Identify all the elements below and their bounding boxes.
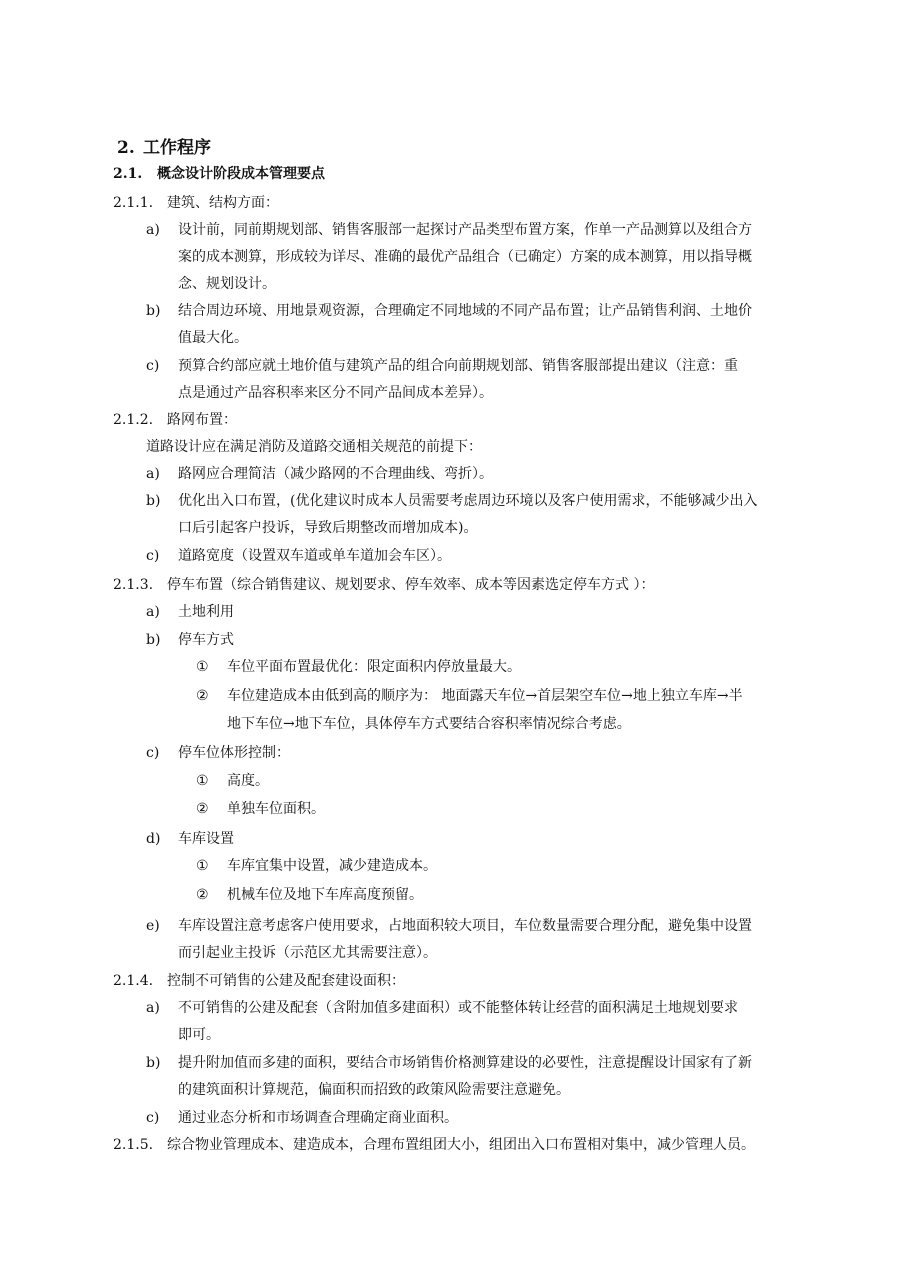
heading-number: 2.1.3.: [113, 577, 154, 593]
paragraph-line: 车库设置注意考虑客户使用要求，占地面积较大项目，车位数量需要合理分配，避免集中设置: [178, 918, 752, 934]
list-marker: c): [146, 548, 160, 564]
heading-2-1-3: [113, 576, 654, 594]
sub-list-marker: ②: [196, 688, 209, 704]
paragraph-line: 停车方式: [178, 632, 234, 648]
heading-number: 2.1.2.: [113, 412, 154, 428]
paragraph-line: 预算合约部应就土地价值与建筑产品的组合向前期规划部、销售客服部提出建议（注意：重: [178, 358, 738, 374]
paragraph-line: 通过业态分析和市场调查合理确定商业面积。: [178, 1110, 458, 1126]
subsection-number: 2.1.: [113, 166, 143, 182]
paragraph-line: 车库宜集中设置，减少建造成本。: [227, 858, 437, 874]
heading-title: 综合物业管理成本、建造成本，合理布置组团大小，组团出入口布置相对集中，减少管理人员。: [167, 1137, 755, 1153]
section-number: 2.: [117, 138, 135, 158]
list-marker: b): [146, 493, 161, 509]
paragraph-line: 设计前，同前期规划部、销售客服部一起探讨产品类型布置方案，作单一产品测算以及组合方: [178, 222, 752, 238]
section-heading: [117, 133, 211, 158]
paragraph-line: 道路设计应在满足消防及道路交通相关规范的前提下：: [146, 439, 482, 455]
paragraph-line: 车位平面布置最优化：限定面积内停放量最大。: [227, 659, 521, 675]
heading-2-1-5: [113, 1136, 755, 1154]
list-marker: a): [146, 466, 160, 482]
sub-list-marker: ①: [196, 773, 209, 789]
heading-2-1-4: [113, 972, 405, 990]
heading-number: 2.1.1.: [113, 195, 154, 211]
heading-title: 建筑、结构方面：: [167, 195, 279, 211]
heading-number: 2.1.4.: [113, 973, 154, 989]
heading-2-1-1: [113, 194, 279, 212]
paragraph-line: 不可销售的公建及配套（含附加值多建面积）或不能整体转让经营的面积满足土地规划要求: [178, 1000, 738, 1016]
heading-number: 2.1.5.: [113, 1137, 154, 1153]
heading-2-1-2: [113, 411, 237, 429]
section-title: 工作程序: [143, 138, 211, 158]
heading-title: 停车布置（综合销售建议、规划要求、停车效率、成本等因素选定停车方式 ）：: [167, 577, 655, 593]
list-marker: c): [146, 745, 160, 761]
sub-list-marker: ②: [196, 887, 209, 903]
paragraph-line: 车库设置: [178, 831, 234, 847]
subsection-heading: [113, 163, 325, 183]
paragraph-line: 停车位体形控制：: [178, 745, 290, 761]
sub-list-marker: ①: [196, 858, 209, 874]
paragraph-line: 提升附加值而多建的面积，要结合市场销售价格测算建设的必要性，注意提醒设计国家有了新: [178, 1055, 752, 1071]
list-marker: a): [146, 604, 160, 620]
list-marker: d): [146, 831, 161, 847]
list-marker: a): [146, 222, 160, 238]
paragraph-line: 机械车位及地下车库高度预留。: [227, 887, 423, 903]
paragraph-line: 优化出入口布置，(优化建议时成本人员需要考虑周边环境以及客户使用需求，不能够减少出入: [178, 493, 758, 509]
paragraph-line: 结合周边环境、用地景观资源，合理确定不同地域的不同产品布置；让产品销售利润、土地价: [178, 303, 752, 319]
paragraph-line: 口后引起客户投诉，导致后期整改而增加成本)。: [178, 520, 478, 536]
paragraph-line: 车位建造成本由低到高的顺序为： 地面露天车位→首层架空车位→地上独立车库→半: [227, 688, 743, 704]
paragraph-line: 案的成本测算，形成较为详尽、准确的最优产品组合（已确定）方案的成本测算，用以指导概: [178, 249, 752, 265]
heading-title: 路网布置：: [167, 412, 237, 428]
sub-list-marker: ②: [196, 801, 209, 817]
list-marker: a): [146, 1000, 160, 1016]
paragraph-line: 路网应合理简洁（减少路网的不合理曲线、弯折）。: [178, 466, 493, 482]
paragraph-line: 值最大化。: [178, 330, 248, 346]
list-marker: c): [146, 358, 160, 374]
paragraph-line: 点是通过产品容积率来区分不同产品间成本差异）。: [178, 385, 493, 401]
paragraph-line: 单独车位面积。: [227, 801, 325, 817]
paragraph-line: 土地利用: [178, 604, 234, 620]
list-marker: e): [146, 918, 160, 934]
list-marker: b): [146, 303, 161, 319]
paragraph-line: 的建筑面积计算规范，偏面积而招致的政策风险需要注意避免。: [178, 1082, 570, 1098]
paragraph-line: 高度。: [227, 773, 269, 789]
paragraph-line: 而引起业主投诉（示范区尤其需要注意）。: [178, 945, 437, 961]
list-marker: b): [146, 632, 161, 648]
heading-title: 控制不可销售的公建及配套建设面积：: [167, 973, 405, 989]
sub-list-marker: ①: [196, 659, 209, 675]
paragraph-line: 即可。: [178, 1027, 220, 1043]
paragraph-line: 道路宽度（设置双车道或单车道加会车区）。: [178, 548, 451, 564]
subsection-title: 概念设计阶段成本管理要点: [157, 166, 325, 182]
list-marker: b): [146, 1055, 161, 1071]
paragraph-line: 念、规划设计。: [178, 276, 276, 292]
paragraph-line: 地下车位→地下车位，具体停车方式要结合容积率情况综合考虑。: [227, 716, 631, 732]
list-marker: c): [146, 1110, 160, 1126]
